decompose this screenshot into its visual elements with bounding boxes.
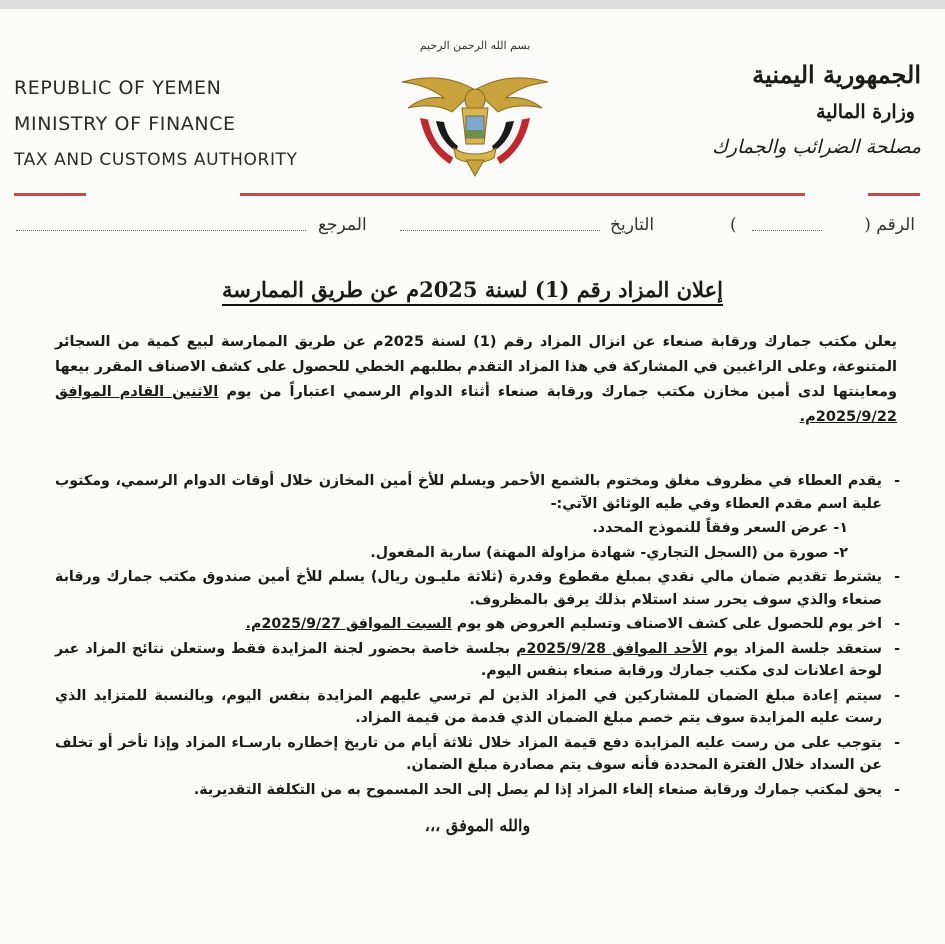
- bullet: -: [894, 640, 900, 657]
- deadline-date: السبت الموافق 2025/9/27م.: [245, 616, 452, 632]
- ar-ministry: وزارة المالية: [816, 101, 915, 123]
- arabic-letterhead: [691, 55, 921, 165]
- bullet: -: [894, 569, 900, 585]
- sub-item: [55, 542, 900, 565]
- sub-item-text: ١- عرض السعر وفقاً للنموذج المحدد.: [592, 520, 848, 536]
- bullet: -: [894, 734, 900, 751]
- announcement-title: [150, 272, 795, 308]
- ref-date-label: التاريخ: [610, 215, 655, 235]
- ar-authority: مصلحة الضرائب والجمارك: [712, 136, 921, 158]
- condition-item: [55, 779, 900, 802]
- bullet: -: [894, 473, 900, 489]
- bullet: -: [894, 781, 900, 798]
- en-authority: TAX AND CUSTOMS AUTHORITY: [14, 150, 298, 170]
- english-letterhead: [14, 70, 334, 178]
- header-rule-middle: [240, 193, 805, 196]
- condition-item: [55, 613, 900, 636]
- ref-reference-dots: [16, 230, 306, 231]
- scan-top-edge: [0, 0, 945, 9]
- ref-number-dots: [752, 230, 822, 231]
- condition-text: ستعقد جلسة المزاد يوم: [713, 640, 883, 657]
- state-emblem-block: [400, 38, 550, 178]
- basmala: بسم الله الرحمن الرحيم: [419, 39, 531, 52]
- condition-text: سيتم إعادة مبلغ الضمان للمشاركين في المزاد الذين لم ترسي عليهم المزايدة بنفس اليوم، وبالنسبة للمتزايد الذي رست عليه المزايدة سوف يتم خصم مبلغ الضمان الذي قدمة من قيمة المزاد.: [55, 687, 882, 726]
- ref-date-dots: [400, 230, 600, 231]
- ref-number-close: ): [730, 215, 737, 235]
- sub-item: [55, 517, 900, 540]
- en-republic: REPUBLIC OF YEMEN: [14, 77, 222, 99]
- condition-item: [55, 470, 900, 515]
- intro-text: يعلن مكتب جمارك ورقابة صنعاء عن انزال المزاد رقم (1) لسنة 2025م عن طريق الممارسة لبيع كمية من السجائر المتنوعة، وعلى الراغبين في المشاركة في هذا المزاد التقدم بطلبهم الخطي للحصول على كشف الاصناف المقرر بيعها ومعاينتها لدى أمين مخازن مكتب جمارك ورقابة صنعاء أثناء الدوام الرسمي اعتباراً من يوم: [55, 334, 898, 400]
- auction-date: الأحد الموافق 2025/9/28م: [516, 640, 708, 657]
- intro-paragraph: [55, 330, 897, 430]
- bullet: -: [894, 687, 900, 704]
- ar-republic: الجمهورية اليمنية: [752, 60, 921, 89]
- header-rule-left: [14, 193, 86, 196]
- intro-date: الاثنين القادم الموافق 2025/9/22م.: [55, 384, 897, 425]
- condition-text: يحق لمكتب جمارك ورقابة صنعاء إلغاء المزاد إذا لم يصل إلى الحد المسموح به من التكلفة التقديرية.: [193, 781, 882, 798]
- condition-text: يشترط تقديم ضمان مالي نقدي بمبلغ مقطوع وقدرة (ثلاثة مليـون ريال) يسلم للأخ أمين صندوق مكتب جمارك ورقابة صنعاء والذي سوف يحرر سند استلام بذلك يرفق بالمظروف.: [55, 569, 882, 608]
- condition-item: [55, 638, 900, 683]
- condition-text: يتوجب على من رست عليه المزايدة دفع قيمة المزاد خلال ثلاثة أيام من تاريخ إخطاره بارسـاء المزاد وإذا تأخر أو تخلف عن السداد خلال الفترة المحددة فأنه سوف يتم مصادرة مبلغ الضمان.: [55, 734, 882, 773]
- ref-reference-label: المرجع: [318, 215, 367, 235]
- closing-line: والله الموفق ،،،: [424, 816, 531, 835]
- sub-item-text: ٢- صورة من (السجل التجاري- شهادة مزاولة المهنة) سارية المفعول.: [370, 544, 848, 561]
- bullet: -: [894, 616, 900, 632]
- condition-text: بجلسة خاصة بحضور لجنة المزايدة فقط وستعلن نتائج المزاد عبر لوحة اعلانات لدى مكتب جمارك ورقابة صنعاء بنفس اليوم.: [55, 640, 882, 679]
- condition-item: [55, 685, 900, 730]
- conditions-list: [55, 470, 900, 838]
- condition-item: [55, 566, 900, 611]
- yemen-eagle-emblem-icon: [400, 60, 550, 178]
- header-rule-right: [868, 193, 920, 196]
- condition-text: اخر يوم للحصول على كشف الاصناف وتسليم العروض هو يوم: [456, 616, 882, 632]
- title-text: إعلان المزاد رقم (1) لسنة 2025م عن طريق الممارسة: [222, 277, 723, 306]
- ref-number-label: الرقم (: [864, 215, 915, 235]
- condition-item: [55, 732, 900, 777]
- en-ministry: MINISTRY OF FINANCE: [14, 113, 236, 135]
- condition-text: يقدم العطاء في مظروف مغلق ومختوم بالشمع الأحمر ويسلم للأخ أمين المخازن خلال أوقات الدوام الرسمي، ومكتوب علية اسم مقدم العطاء وفي طيه الوثائق الآتي:-: [55, 473, 882, 512]
